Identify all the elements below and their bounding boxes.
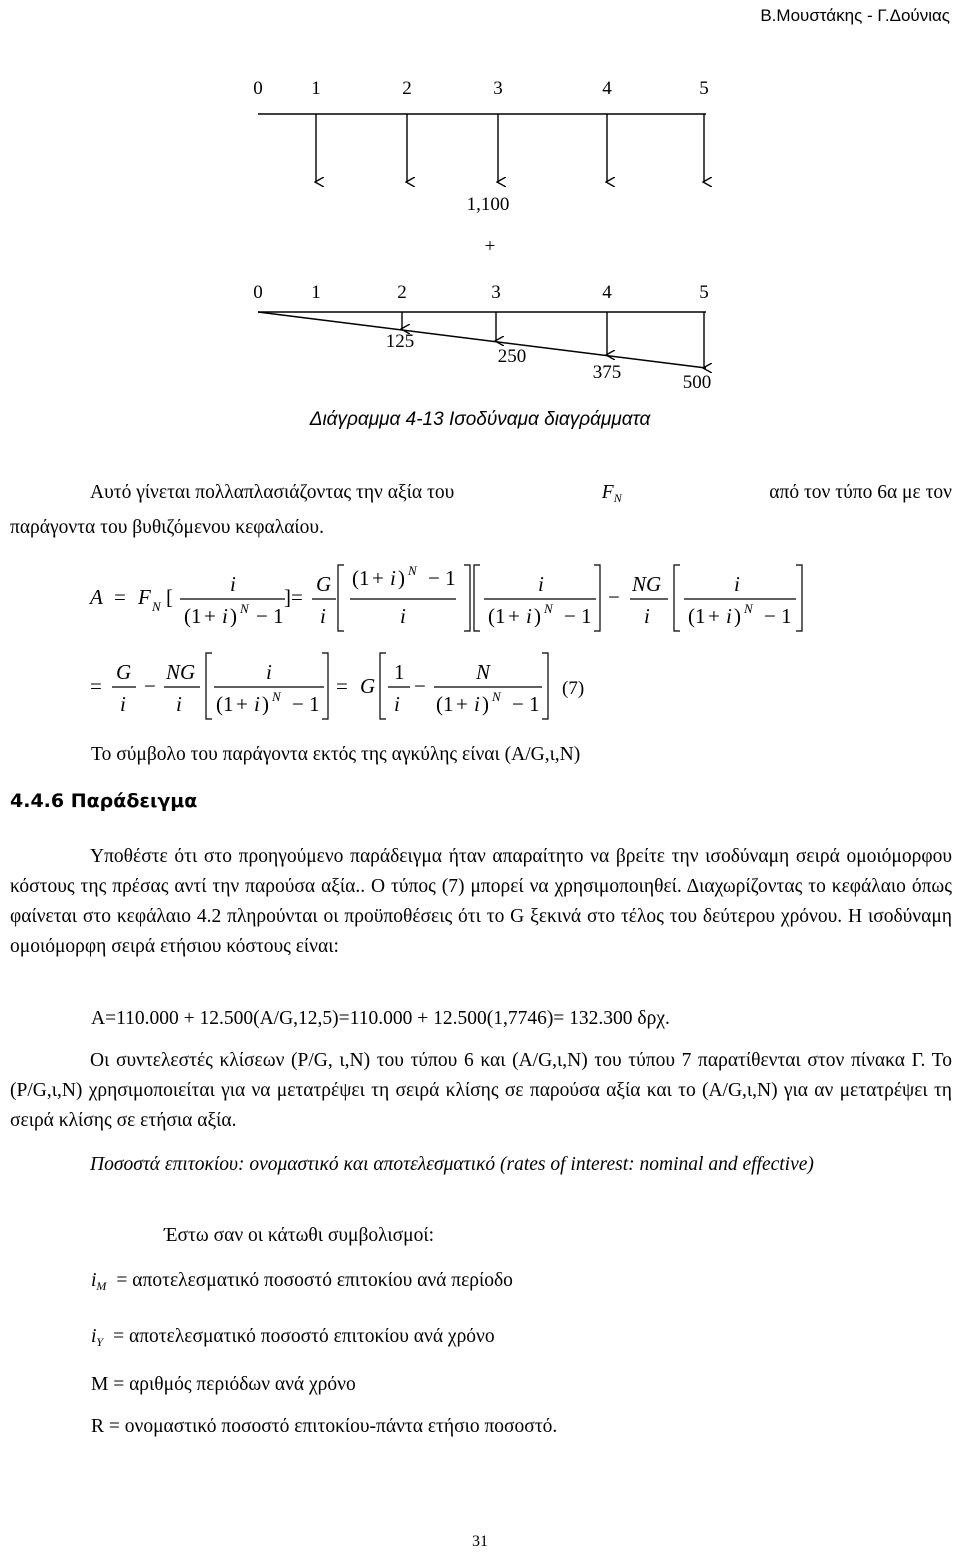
svg-text:): ) <box>482 692 489 716</box>
svg-text:G: G <box>360 674 376 698</box>
svg-text:): ) <box>230 604 237 628</box>
svg-text:=: = <box>114 585 126 609</box>
svg-text:G: G <box>316 572 332 596</box>
gradient-amount-label: 500 <box>682 372 712 393</box>
svg-text:N: N <box>240 601 249 616</box>
rates-title: Ποσοστά επιτοκίου: ονομαστικό και αποτελεσματικό (rates of interest: nominal and effective) <box>90 1154 814 1175</box>
svg-text:): ) <box>734 604 741 628</box>
period-tick-label: 0 <box>253 78 263 99</box>
svg-text:A: A <box>90 585 103 609</box>
svg-text:(1: (1 <box>488 604 506 628</box>
definition-m: M = αριθμός περιόδων ανά χρόνο <box>91 1374 356 1395</box>
symbol-fn: $F_N$ <box>601 482 622 505</box>
svg-text:N: N <box>744 601 753 616</box>
svg-text:i: i <box>400 604 406 628</box>
svg-text:+: + <box>204 604 216 628</box>
svg-text:i: i <box>230 572 236 596</box>
svg-text:[: [ <box>166 585 173 609</box>
intro-paragraph <box>10 478 952 543</box>
definition-r: R = ονομαστικό ποσοστό επιτοκίου-πάντα ετήσιο ποσοστό. <box>91 1416 558 1437</box>
svg-text:i: i <box>526 604 532 628</box>
svg-text:=: = <box>90 674 102 698</box>
svg-text:(1: (1 <box>688 604 706 628</box>
svg-text:i: i <box>644 604 650 628</box>
svg-text:1: 1 <box>394 660 405 684</box>
period-tick-label: 4 <box>602 78 612 99</box>
svg-text:]=: ]= <box>284 585 303 609</box>
svg-text:i: i <box>390 566 396 590</box>
svg-text:i: i <box>734 572 740 596</box>
equation-number: (7) <box>562 678 585 699</box>
svg-text:NG: NG <box>632 572 662 596</box>
svg-text:G: G <box>116 660 132 684</box>
svg-text:i: i <box>120 692 126 716</box>
svg-text:+: + <box>508 604 520 628</box>
svg-text:i: i <box>394 692 400 716</box>
svg-text:NG: NG <box>166 660 196 684</box>
period-tick-label: 0 <box>253 282 263 303</box>
svg-text:i: i <box>176 692 182 716</box>
period-tick-label: 5 <box>699 78 709 99</box>
period-tick-label: 3 <box>491 282 501 303</box>
period-tick-label: 2 <box>402 78 412 99</box>
period-tick-label: 1 <box>311 78 321 99</box>
svg-text:i: i <box>266 660 272 684</box>
svg-text:i: i <box>222 604 228 628</box>
definition-im: $i_M = \alpha\pi o\tau\varepsilon\lambda\varepsilon\sigma\mu\alpha\tau\iota\kappa ό$ ποσοστό επιτοκίου ανά περίοδο <box>91 1270 513 1293</box>
symbols-intro: Έστω σαν οι κάτωθι συμβολισμοί: <box>164 1225 435 1246</box>
gradient-amount-label: 375 <box>592 362 622 383</box>
svg-text:− 1: − 1 <box>512 692 540 716</box>
gradient-amount-label: 125 <box>385 331 415 352</box>
svg-text:i: i <box>320 604 326 628</box>
svg-text:−: − <box>144 674 156 698</box>
period-tick-label: 2 <box>397 282 407 303</box>
svg-text:i: i <box>474 692 480 716</box>
svg-text:N: N <box>544 601 553 616</box>
svg-text:−: − <box>608 585 620 609</box>
uniform-amount-label: 1,100 <box>466 194 510 215</box>
page-header-authors: Β.Μουστάκης - Γ.Δούνιας <box>760 6 950 25</box>
gradient-factor-formula <box>80 555 820 725</box>
svg-text:): ) <box>534 604 541 628</box>
svg-text:+: + <box>456 692 468 716</box>
intro-text-before: Αυτό γίνεται πολλαπλασιάζοντας την αξία του <box>90 482 455 503</box>
svg-text:): ) <box>262 692 269 716</box>
gradient-amount-label: 250 <box>497 346 527 367</box>
svg-text:i: i <box>538 572 544 596</box>
svg-text:i: i <box>254 692 260 716</box>
svg-text:+: + <box>708 604 720 628</box>
svg-text:(1: (1 <box>352 566 370 590</box>
svg-text:N: N <box>272 689 281 704</box>
svg-text:N: N <box>152 599 161 614</box>
period-tick-label: 3 <box>493 78 503 99</box>
period-tick-label: 5 <box>699 282 709 303</box>
svg-text:− 1: − 1 <box>564 604 592 628</box>
svg-text:+: + <box>372 566 384 590</box>
svg-text:(1: (1 <box>184 604 202 628</box>
section-heading: 4.4.6 Παράδειγμα <box>10 790 198 812</box>
symbol-note: Το σύμβολο του παράγοντα εκτός της αγκύλης είναι (A/G,ι,N) <box>91 744 581 765</box>
svg-text:−: − <box>414 674 426 698</box>
svg-text:N: N <box>492 689 501 704</box>
figure-caption: Διάγραμμα 4-13 Ισοδύναμα διαγράμματα <box>309 409 651 430</box>
intro-text-after: από τον τύπο 6α με τον <box>769 482 952 503</box>
period-tick-label: 1 <box>311 282 321 303</box>
svg-text:N: N <box>476 660 491 684</box>
svg-text:+: + <box>236 692 248 716</box>
svg-text:(1: (1 <box>436 692 454 716</box>
svg-text:=: = <box>336 674 348 698</box>
svg-text:): ) <box>398 566 405 590</box>
page-number: 31 <box>472 1533 488 1550</box>
intro-text-line2: παράγοντα του βυθιζόμενου κεφαλαίου. <box>10 517 324 538</box>
example-paragraph: Υποθέστε ότι στο προηγούμενο παράδειγμα ήταν απαραίτητο να βρείτε την ισοδύναμη σειρά ομοιόμορφου κόστους της πρέσας αντί την παρούσα αξία.. Ο τύπος (7) μπορεί να χρησιμοποιηθεί. Διαχωρίζοντας το κεφάλαιο όπως φαίνεται στο κεφάλαιο 4.2 πληρούνται οι προϋποθέσεις ότι το G ξεκινά στο τέλος του δεύτερου χρόνου. Η ισοδύναμη ομοιόμορφη σειρά ετήσιου κόστους είναι: <box>10 846 952 957</box>
svg-text:− 1: − 1 <box>764 604 792 628</box>
svg-text:− 1: − 1 <box>256 604 284 628</box>
svg-text:− 1: − 1 <box>428 566 456 590</box>
svg-text:N: N <box>408 563 417 578</box>
definition-iy: $i_Y = \alpha\pi o\tau\varepsilon\lambda\varepsilon\sigma\mu\alpha\tau\iota\kappa ό$ ποσοστό επιτοκίου ανά χρόνο <box>91 1326 495 1349</box>
svg-text:i: i <box>726 604 732 628</box>
svg-text:− 1: − 1 <box>292 692 320 716</box>
uniform-series-arrows <box>240 100 720 190</box>
period-tick-label: 4 <box>602 282 612 303</box>
plus-sign: + <box>484 236 496 257</box>
calculation-line: A=110.000 + 12.500(A/G,12,5)=110.000 + 12.500(1,7746)= 132.300 δρχ. <box>91 1008 670 1029</box>
factors-paragraph: Οι συντελεστές κλίσεων (P/G, ι,N) του τύπου 6 και (A/G,ι,N) του τύπου 7 παρατίθενται στον πίνακα Γ. Το (P/G,ι,N) χρησιμοποιείται για να μετατρέψει τη σειρά κλίσης σε παρούσα αξία και το (A/G,ι,N) για αν μετατρέψει τη σειρά κλίσης σε ετήσια αξία. <box>10 1050 952 1131</box>
svg-text:(1: (1 <box>216 692 234 716</box>
gradient-series-arrows <box>240 300 720 380</box>
svg-text:F: F <box>138 585 151 609</box>
